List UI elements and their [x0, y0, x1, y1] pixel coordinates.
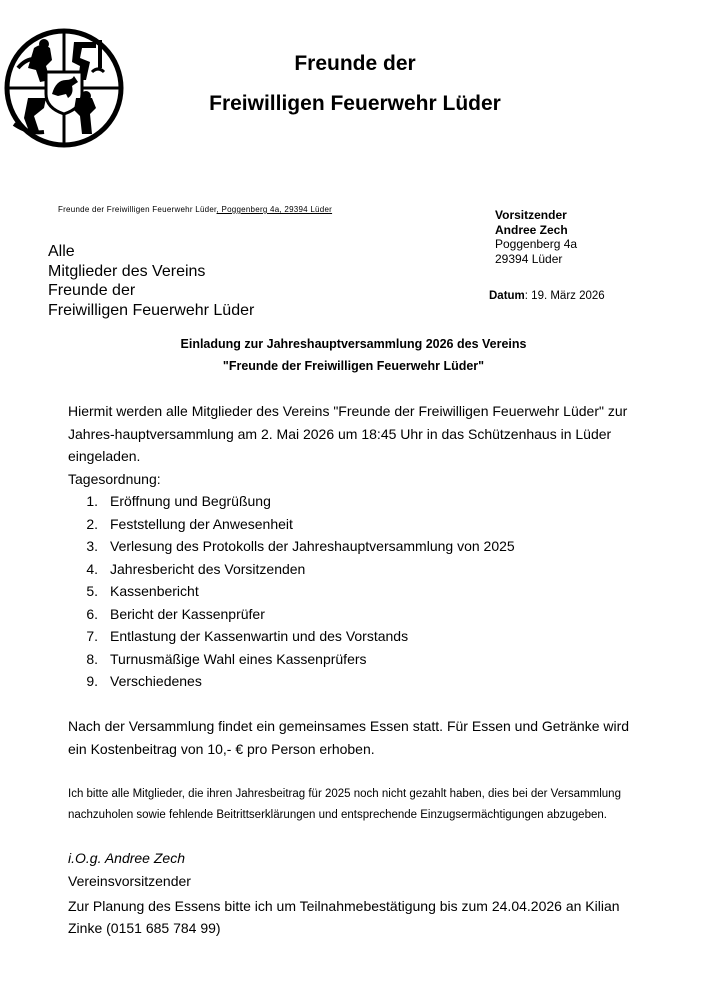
agenda-item-number: 8. [86, 650, 98, 667]
rsvp-paragraph: Zur Planung des Essens bitte ich um Teilnahmebestätigung bis zum 24.04.2026 an Kilian Zinke (0151 685 784 99) [68, 898, 620, 936]
date-label: Datum [489, 290, 525, 302]
recipient-block [48, 242, 254, 320]
agenda-item [68, 558, 515, 581]
signature-name: i.O.g. Andree Zech [68, 850, 185, 866]
intro-paragraph: Hiermit werden alle Mitglieder des Vereins "Freunde der Freiwilligen Feuerwehr Lüder" zur Jahres-hauptversammlung am 2. Mai 2026 um 18:45 Uhr in das Schützenhaus in Lüder eingeladen. [68, 403, 628, 464]
agenda-item [68, 513, 515, 536]
agenda-item-text: Kassenbericht [110, 583, 199, 599]
agenda-item-number: 6. [86, 605, 98, 622]
meal-paragraph: Nach der Versammlung findet ein gemeinsames Essen statt. Für Essen und Getränke wird ein Kostenbeitrag von 10,- € pro Person erhoben. [68, 718, 630, 757]
signature-title: Vereinsvorsitzender [68, 873, 191, 889]
agenda-item [68, 625, 515, 648]
agenda-item-text: Verschiedenes [110, 673, 202, 689]
agenda-item [68, 670, 515, 693]
agenda-item-text: Bericht der Kassenprüfer [110, 605, 265, 622]
chairman-city: 29394 Lüder [495, 251, 563, 266]
agenda-item-number: 1. [86, 493, 98, 509]
agenda-list [68, 490, 515, 693]
subject-line2: "Freunde der Freiwilligen Feuerwehr Lüder" [222, 359, 485, 373]
chairman-street: Poggenberg 4a [495, 237, 578, 251]
agenda-item [68, 490, 515, 513]
sender-return-address [58, 205, 332, 214]
agenda-item-text: Entlastung der Kassenwartin und des Vorstands [110, 628, 409, 644]
letterhead-title-line1: Freunde der [294, 52, 416, 75]
agenda-item-number: 7. [86, 628, 98, 644]
chairman-role: Vorsitzender [495, 208, 567, 222]
agenda-item-number: 2. [86, 515, 98, 532]
agenda-item-number: 4. [86, 560, 98, 577]
subject-line1: Einladung zur Jahreshauptversammlung 2026 des Vereins [180, 337, 527, 351]
recipient-line: Freiwilligen Feuerwehr Lüder [48, 301, 255, 319]
agenda-item-text: Turnusmäßige Wahl eines Kassenprüfers [110, 650, 367, 667]
agenda-item-text: Verlesung des Protokolls der Jahreshauptversammlung von 2025 [110, 538, 515, 554]
letter-date [489, 290, 605, 302]
date-value: : 19. März 2026 [524, 290, 605, 302]
agenda-item-number: 3. [86, 538, 98, 554]
recipient-line: Alle [48, 243, 75, 260]
chairman-name: Andree Zech [495, 222, 568, 237]
agenda-item [68, 580, 515, 603]
agenda-heading: Tagesordnung: [68, 471, 161, 487]
agenda-item [68, 535, 515, 558]
letterhead-title-line2: Freiwilligen Feuerwehr Lüder [209, 92, 501, 115]
agenda-item [68, 603, 515, 626]
sender-address: , Poggenberg 4a, 29394 Lüder [216, 205, 333, 214]
fire-brigade-emblem-logo [4, 28, 124, 148]
sender-name: Freunde der Freiwilligen Feuerwehr Lüder [58, 205, 217, 214]
membership-fee-paragraph: Ich bitte alle Mitglieder, die ihren Jahresbeitrag für 2025 noch nicht gezahlt haben, dies bei der Versammlung nachzuholen sowie fehlende Beitrittserklärungen und entsprechende Einzugsermächtigungen abzugeben. [68, 788, 621, 821]
agenda-item-text: Feststellung der Anwesenheit [110, 515, 293, 532]
agenda-item-number: 5. [86, 583, 98, 599]
chairman-contact-block [495, 208, 577, 266]
agenda-item-number: 9. [86, 673, 98, 689]
agenda-item [68, 648, 515, 671]
recipient-line: Freunde der [48, 282, 136, 299]
agenda-item-text: Jahresbericht des Vorsitzenden [110, 560, 306, 577]
recipient-line: Mitglieder des Vereins [48, 262, 206, 280]
agenda-item-text: Eröffnung und Begrüßung [110, 493, 271, 509]
